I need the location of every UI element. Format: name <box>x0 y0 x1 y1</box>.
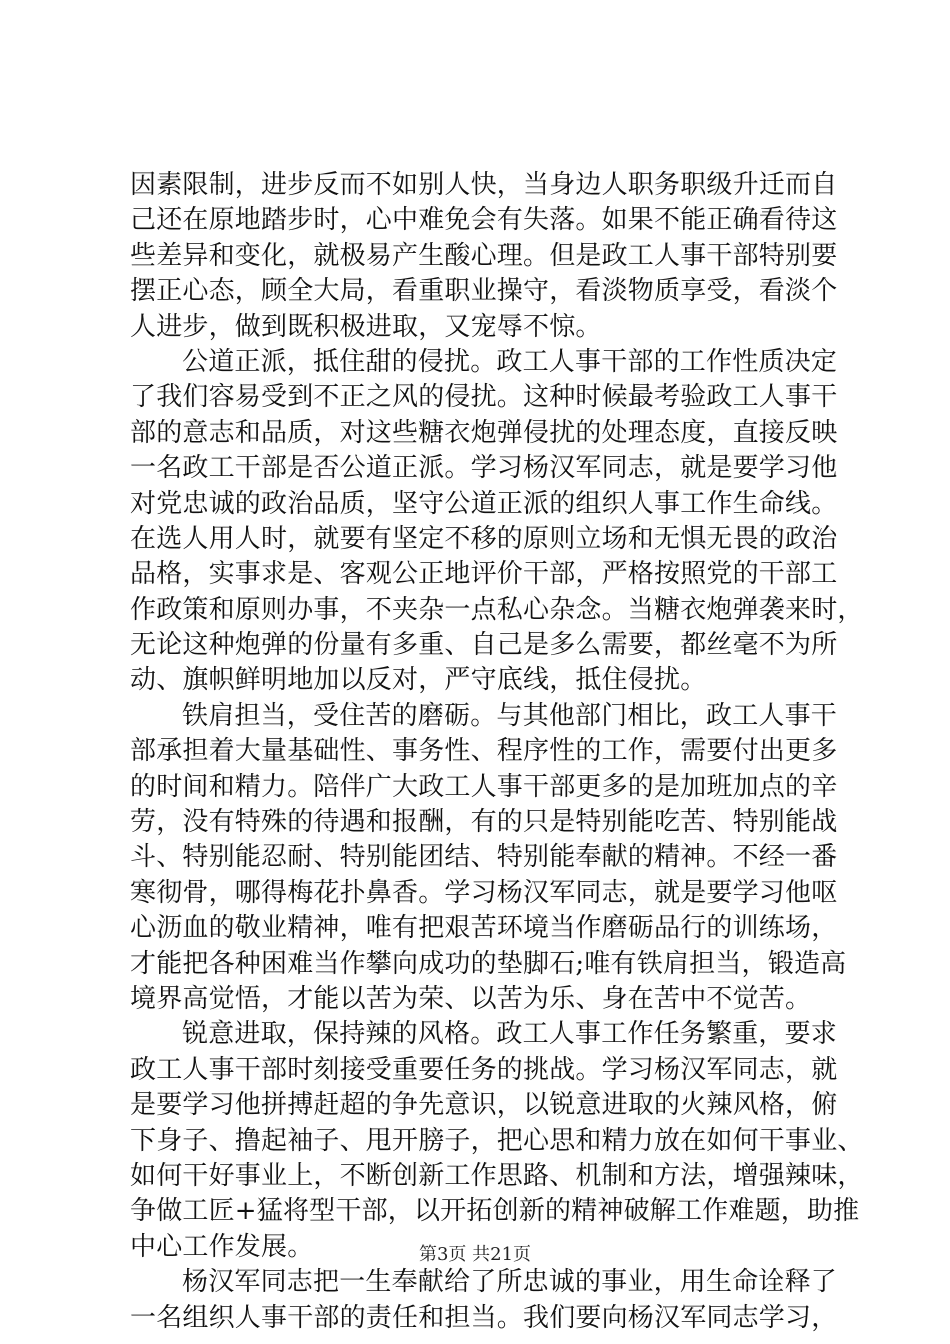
text-line: 部的意志和品质，对这些糖衣炮弹侵扰的处理态度，直接反映 <box>130 417 838 448</box>
text-line: 政工人事干部时刻接受重要任务的挑战。学习杨汉军同志，就 <box>130 1054 838 1085</box>
text-line: 争做工匠+猛将型干部，以开拓创新的精神破解工作难题，助推 <box>130 1196 860 1227</box>
text-line: 境界高觉悟，才能以苦为荣、以苦为乐、身在苦中不觉苦。 <box>130 983 812 1014</box>
paragraph-first-line: 杨汉军同志把一生奉献给了所忠诚的事业，用生命诠释了 <box>182 1267 838 1298</box>
text-line: 无论这种炮弹的份量有多重、自己是多么需要，都丝毫不为所 <box>130 630 838 661</box>
text-line: 摆正心态，顾全大局，看重职业操守，看淡物质享受，看淡个 <box>130 276 838 307</box>
body-text <box>130 168 864 1336</box>
paragraph-first-line: 铁肩担当，受住苦的磨砺。与其他部门相比，政工人事干 <box>182 700 838 731</box>
text-line: 己还在原地踏步时，心中难免会有失落。如果不能正确看待这 <box>130 205 838 236</box>
text-line: 中心工作发展。 <box>130 1231 314 1262</box>
text-line: 品格，实事求是、客观公正地评价干部，严格按照党的干部工 <box>130 559 838 590</box>
text-line: 一名组织人事干部的责任和担当。我们要向杨汉军同志学习， <box>130 1302 838 1333</box>
text-line: 是要学习他拼搏赶超的争先意识，以锐意进取的火辣风格，俯 <box>130 1090 838 1121</box>
text-line: 一名政工干部是否公道正派。学习杨汉军同志，就是要学习他 <box>130 453 838 484</box>
text-line: 对党忠诚的政治品质，坚守公道正派的组织人事工作生命线。 <box>130 488 838 519</box>
text-line: 因素限制，进步反而不如别人快，当身边人职务职级升迁而自 <box>130 170 838 200</box>
text-line: 在选人用人时，就要有坚定不移的原则立场和无惧无畏的政治 <box>130 523 838 554</box>
text-line: 作政策和原则办事，不夹杂一点私心杂念。当糖衣炮弹袭来时， <box>130 594 864 625</box>
text-line: 动、旗帜鲜明地加以反对，严守底线，抵住侵扰。 <box>130 665 707 696</box>
text-line: 部承担着大量基础性、事务性、程序性的工作，需要付出更多 <box>130 736 838 767</box>
text-line: 如何干好事业上，不断创新工作思路、机制和方法，增强辣味， <box>130 1160 864 1191</box>
text-line: 了我们容易受到不正之风的侵扰。这种时候最考验政工人事干 <box>130 382 838 413</box>
page-footer: 第3页 共21页 <box>418 1244 532 1265</box>
text-line: 些差异和变化，就极易产生酸心理。但是政工人事干部特别要 <box>130 240 838 271</box>
text-line: 心沥血的敬业精神，唯有把艰苦环境当作磨砺品行的训练场， <box>130 913 838 944</box>
paragraph-first-line: 锐意进取，保持辣的风格。政工人事工作任务繁重，要求 <box>182 1019 838 1050</box>
text-line: 下身子、撸起袖子、甩开膀子，把心思和精力放在如何干事业、 <box>130 1125 864 1156</box>
text-line: 人进步，做到既积极进取，又宠辱不惊。 <box>130 311 602 342</box>
paragraph-first-line: 公道正派，抵住甜的侵扰。政工人事干部的工作性质决定 <box>182 346 838 377</box>
text-line: 寒彻骨，哪得梅花扑鼻香。学习杨汉军同志，就是要学习他呕 <box>130 877 838 908</box>
text-line: 劳，没有特殊的待遇和报酬，有的只是特别能吃苦、特别能战 <box>130 807 838 838</box>
text-line: 斗、特别能忍耐、特别能团结、特别能奉献的精神。不经一番 <box>130 842 838 873</box>
text-line: 才能把各种困难当作攀向成功的垫脚石;唯有铁肩担当，锻造高 <box>130 948 847 979</box>
text-line: 的时间和精力。陪伴广大政工人事干部更多的是加班加点的辛 <box>130 771 838 802</box>
